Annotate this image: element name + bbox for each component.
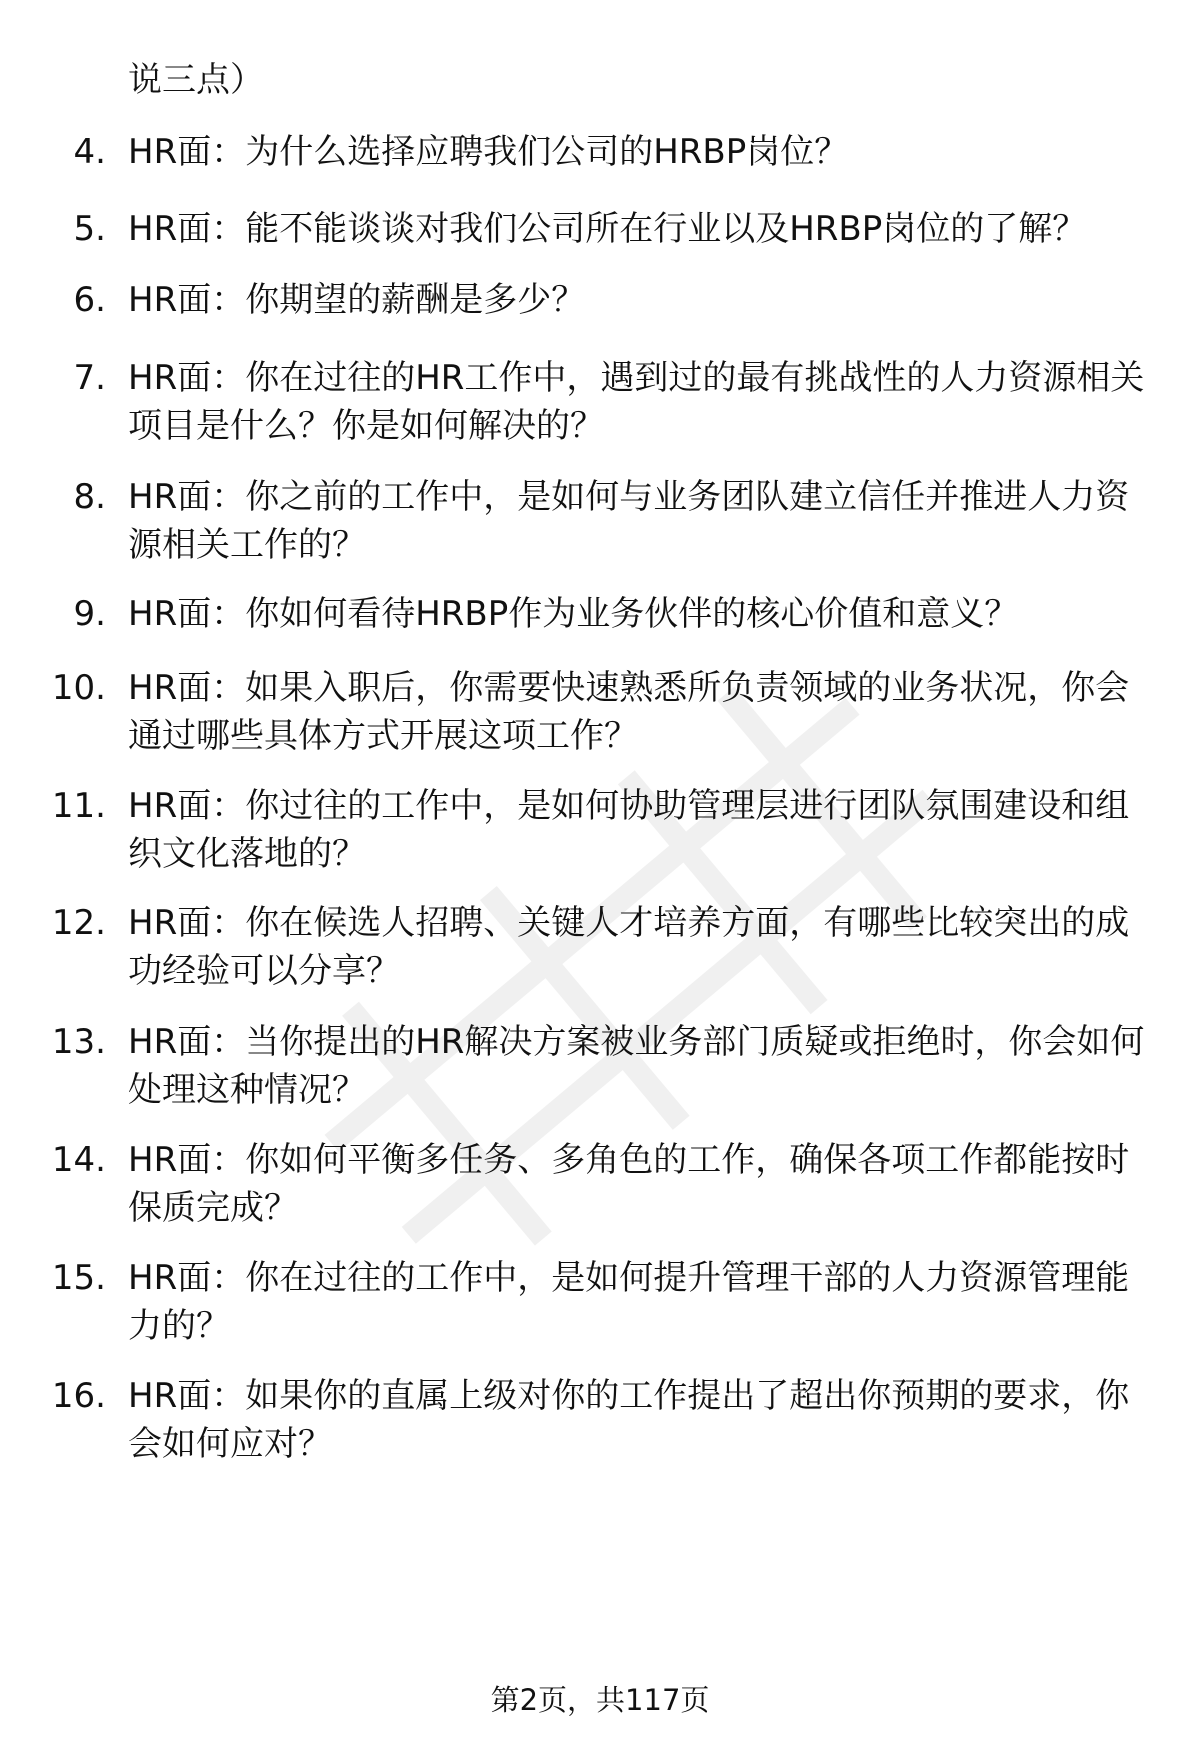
- item-text: HR面：你在过往的HR工作中，遇到过的最有挑战性的人力资源相关项目是什么？你是如何解决的？: [128, 358, 1145, 446]
- item-number: 9.: [73, 594, 106, 634]
- item-number: 16.: [51, 1376, 106, 1416]
- item-text: HR面：当你提出的HR解决方案被业务部门质疑或拒绝时，你会如何处理这种情况？: [128, 1022, 1145, 1110]
- item-text: HR面：你在候选人招聘、关键人才培养方面，有哪些比较突出的成功经验可以分享？: [128, 903, 1130, 991]
- item-number: 15.: [51, 1258, 106, 1298]
- page-footer: 第2页，共117页: [490, 1683, 710, 1717]
- item-text: HR面：你之前的工作中，是如何与业务团队建立信任并推进人力资源相关工作的？: [128, 477, 1130, 565]
- item-text: HR面：你期望的薪酬是多少？: [128, 280, 586, 320]
- item-number: 7.: [73, 358, 106, 398]
- item-text: HR面：如果入职后，你需要快速熟悉所负责领域的业务状况，你会通过哪些具体方式开展这项工作？: [128, 668, 1130, 756]
- item-text: HR面：能不能谈谈对我们公司所在行业以及HRBP岗位的了解？: [128, 209, 1087, 249]
- item-number: 11.: [51, 786, 106, 826]
- item-text: HR面：如果你的直属上级对你的工作提出了超出你预期的要求，你会如何应对？: [128, 1376, 1130, 1464]
- item-number: 6.: [73, 280, 106, 320]
- item-number: 5.: [73, 209, 106, 249]
- item-number: 4.: [73, 132, 106, 172]
- item-text: HR面：你如何平衡多任务、多角色的工作，确保各项工作都能按时保质完成？: [128, 1140, 1130, 1228]
- item-number: 8.: [73, 477, 106, 517]
- item-text: HR面：你在过往的工作中，是如何提升管理干部的人力资源管理能力的？: [128, 1258, 1130, 1346]
- item-text: HR面：你过往的工作中，是如何协助管理层进行团队氛围建设和组织文化落地的？: [128, 786, 1130, 874]
- continuation-text: 说三点）: [128, 60, 264, 100]
- item-number: 13.: [51, 1022, 106, 1062]
- item-number: 14.: [51, 1140, 106, 1180]
- item-number: 12.: [51, 903, 106, 943]
- item-text: HR面：为什么选择应聘我们公司的HRBP岗位？: [128, 132, 849, 172]
- item-number: 10.: [51, 668, 106, 708]
- item-text: HR面：你如何看待HRBP作为业务伙伴的核心价值和意义？: [128, 594, 1019, 634]
